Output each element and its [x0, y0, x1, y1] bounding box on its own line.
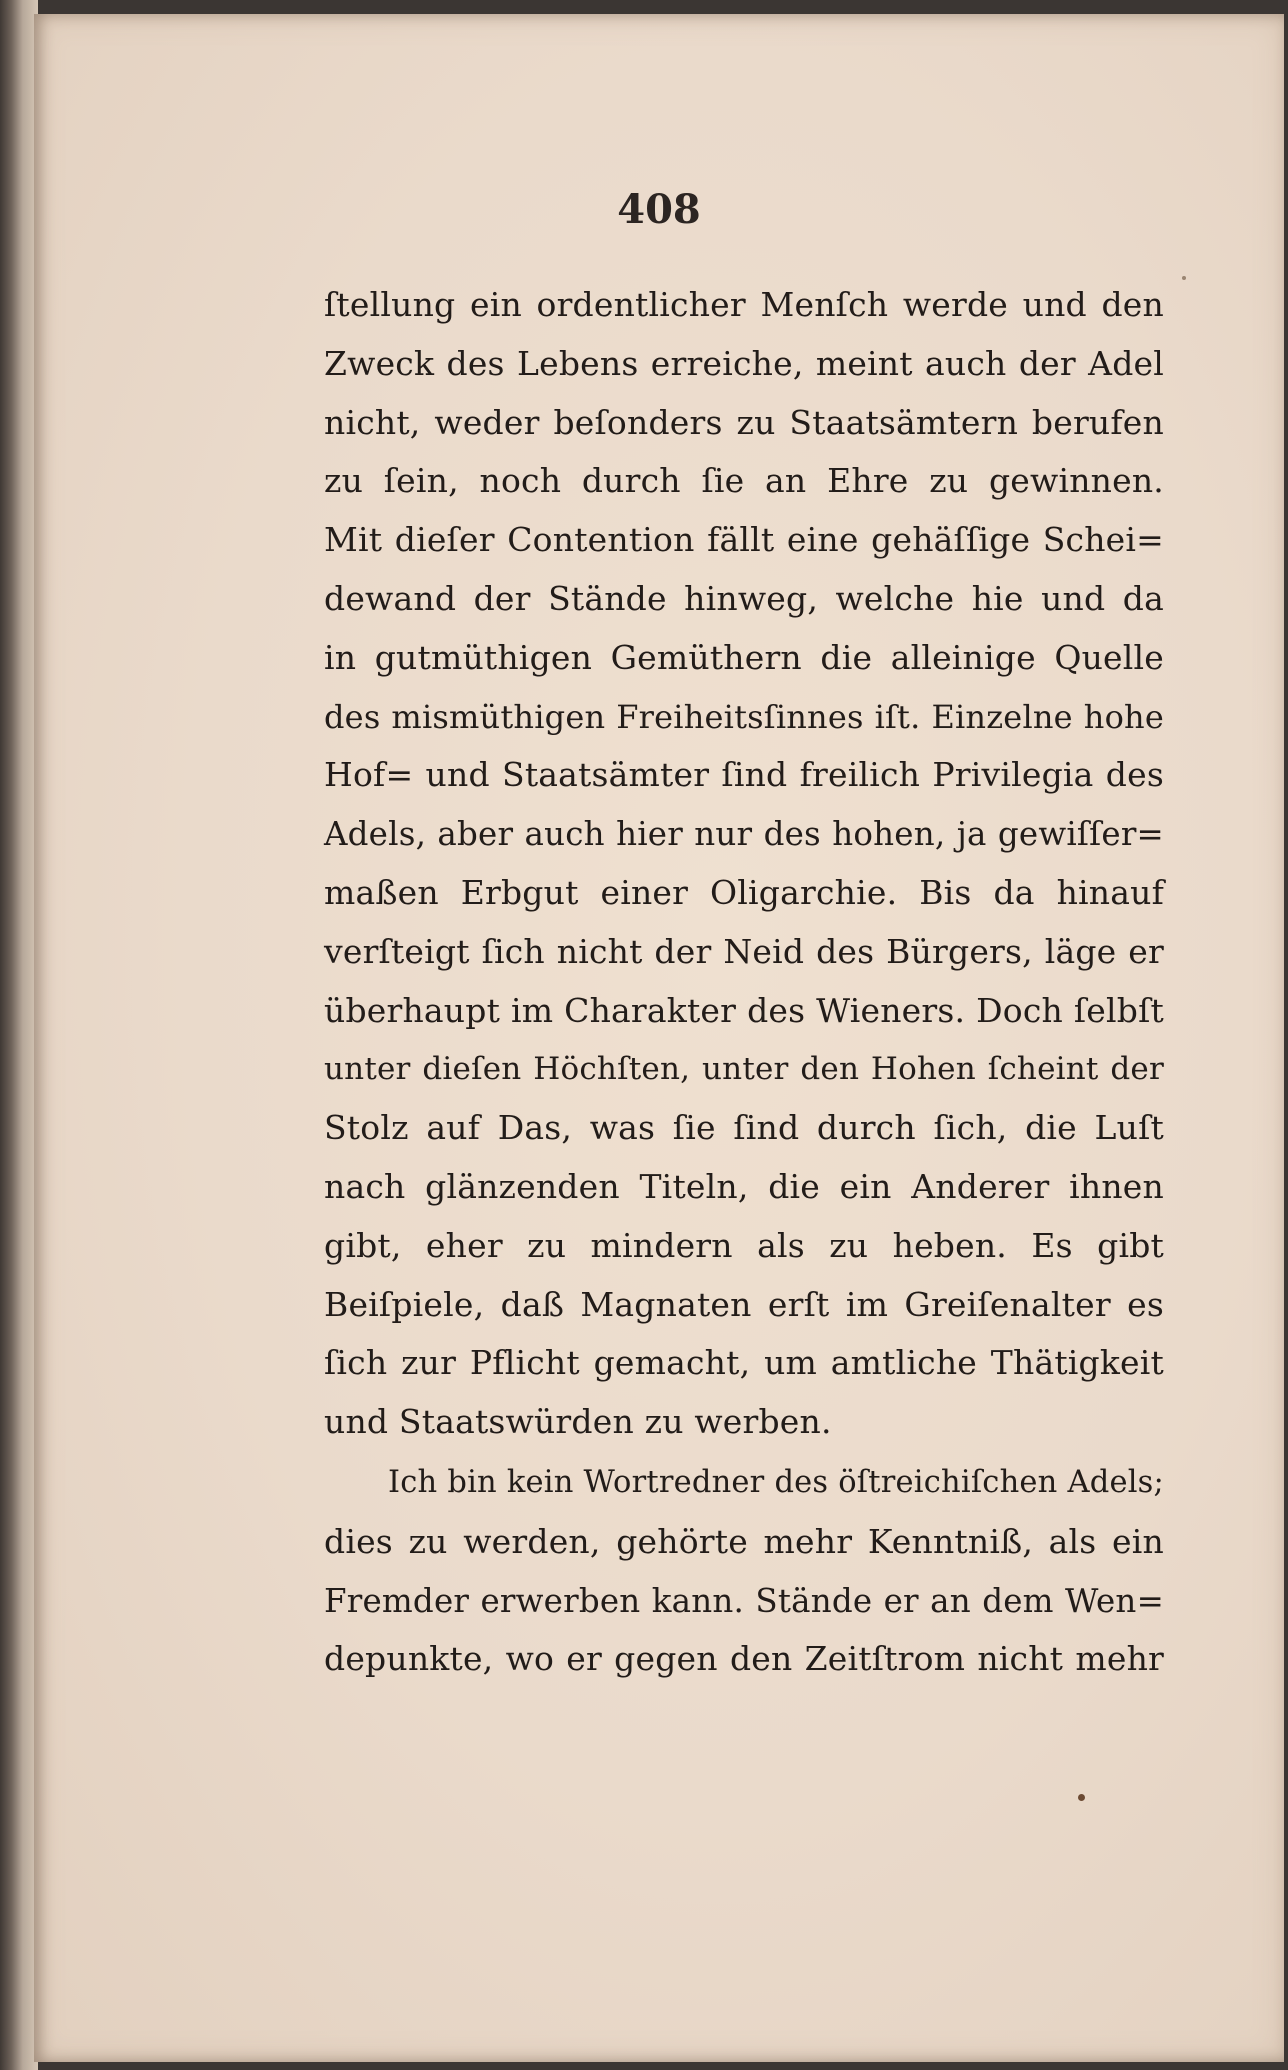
paragraph: [324, 1454, 1164, 1689]
text-line: Mit dieſer Contention fällt eine gehäſſige Schei=: [324, 520, 1164, 560]
text-line: Fremder erwerben kann. Stände er an dem Wen=: [324, 1581, 1164, 1620]
text-line: depunkte, wo er gegen den Zeitſtrom nicht mehr: [324, 1639, 1164, 1679]
book-page: [34, 14, 1284, 2062]
text-line: Adels, aber auch hier nur des hohen, ja gewiſſer=: [324, 815, 1164, 854]
text-line: Ich bin kein Wortredner des öſtreichiſchen Adels;: [388, 1464, 1164, 1500]
text-line: Zweck des Lebens erreiche, meint auch der Adel: [324, 343, 1164, 383]
text-line: und Staatswürden zu werben.: [324, 1402, 832, 1442]
page-number: 408: [617, 186, 701, 233]
text-line: Beiſpiele, daß Magnaten erſt im Greiſenalter es: [324, 1284, 1164, 1324]
text-line: dies zu werden, gehörte mehr Kenntniß, als ein: [324, 1521, 1164, 1561]
text-line: ſtellung ein ordentlicher Menſch werde und den: [324, 285, 1164, 324]
text-line: des mismüthigen Freiheitsſinnes iſt. Einzelne hohe: [324, 697, 1164, 736]
text-line: ſich zur Pflicht gemacht, um amtliche Thätigkeit: [324, 1343, 1164, 1383]
paragraph: [324, 276, 1164, 1452]
text-line: nicht, weder beſonders zu Staatsämtern berufen: [324, 402, 1164, 442]
text-line: überhaupt im Charakter des Wieners. Doch ſelbſt: [324, 990, 1164, 1030]
text-line: Hof= und Staatsämter ſind freilich Privilegia des: [324, 755, 1164, 795]
text-line: dewand der Stände hinweg, welche hie und da: [324, 578, 1164, 618]
text-line: zu ſein, noch durch ſie an Ehre zu gewinnen.: [324, 461, 1164, 501]
book-spine-edge: [0, 0, 38, 2070]
text-line: maßen Erbgut einer Oligarchie. Bis da hinauf: [324, 872, 1164, 912]
paper-speck: [1182, 276, 1186, 280]
text-line: unter dieſen Höchſten, unter den Hohen ſcheint der: [324, 1051, 1164, 1088]
paper-speck: [1078, 1794, 1085, 1801]
text-line: verſteigt ſich nicht der Neid des Bürgers, läge er: [324, 931, 1164, 971]
text-line: gibt, eher zu mindern als zu heben. Es gibt: [324, 1225, 1164, 1265]
text-line: in gutmüthigen Gemüthern die alleinige Quelle: [324, 637, 1164, 677]
text-line: nach glänzenden Titeln, die ein Anderer ihnen: [324, 1166, 1164, 1206]
text-line: Stolz auf Das, was ſie ſind durch ſich, die Luſt: [324, 1108, 1164, 1148]
body-text: [324, 276, 1164, 1689]
